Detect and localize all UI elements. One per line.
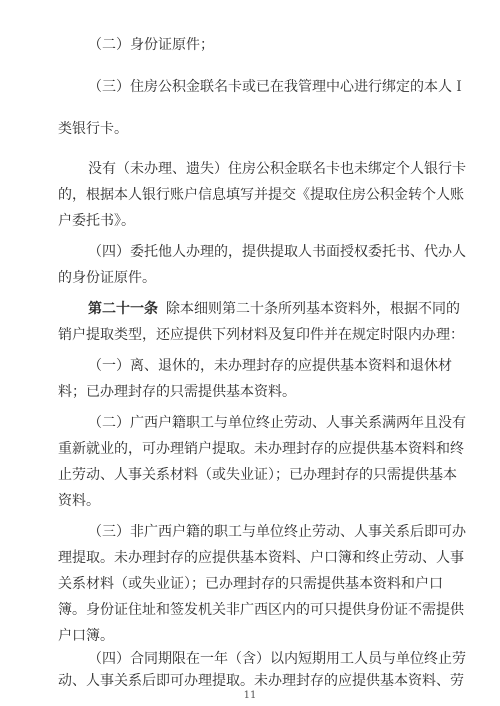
paragraph-line: （二）身份证原件； [88,37,214,53]
paragraph-line: 户口簿。 [58,628,114,644]
paragraph-line: （四）合同期限在一年（含）以内短期用工人员与单位终止劳 [88,651,466,667]
page-number: 11 [243,690,257,701]
paragraph-text: 除本细则第二十条所列基本资料外，根据不同的 [166,301,460,317]
paragraph-line: 理提取。未办理封存的应提供基本资料、户口簿和终止劳动、人事 [58,550,464,566]
paragraph-line: （二）广西户籍职工与单位终止劳动、人事关系满两年且没有 [88,415,466,431]
paragraph-line: （四）委托他人办理的，提供提取人书面授权委托书、代办人 [88,244,466,260]
paragraph-line: 销户提取类型，还应提供下列材料及复印件并在规定时限内办理： [58,327,464,343]
paragraph-line: （三）住房公积金联名卡或已在我管理中心进行绑定的本人Ｉ [88,79,466,95]
paragraph-line: 户委托书》。 [58,213,135,229]
paragraph-line: 料；已办理封存的只需提供基本资料。 [58,384,296,400]
paragraph-line: （一）离、退休的，未办理封存的应提供基本资料和退休材 [88,358,452,374]
paragraph-line: 动、人事关系后即可办理提取。未办理封存的应提供基本资料、劳 [58,673,464,689]
paragraph-line: 簿。身份证住址和签发机关非广西区内的可只提供身份证不需提供 [58,602,464,618]
paragraph-line: 的，根据本人银行账户信息填写并提交《提取住房公积金转个人账 [58,187,464,203]
article-line [0,300,500,318]
article-heading: 第二十一条 [88,301,158,317]
paragraph-line: 的身份证原件。 [58,270,156,286]
paragraph-line: 重新就业的，可办理销户提取。未办理封存的应提供基本资料和终 [58,441,464,457]
paragraph-line: 关系材料（或失业证）；已办理封存的只需提供基本资料和户口 [58,576,443,592]
paragraph-line: 没有（未办理、遗失）住房公积金联名卡也未绑定个人银行卡 [88,161,466,177]
paragraph-line: 资料。 [58,493,100,509]
paragraph-line: 类银行卡。 [58,121,128,137]
paragraph-line: 止劳动、人事关系材料（或失业证）；已办理封存的只需提供基本 [58,467,457,483]
paragraph-line: （三）非广西户籍的职工与单位终止劳动、人事关系后即可办 [88,524,466,540]
